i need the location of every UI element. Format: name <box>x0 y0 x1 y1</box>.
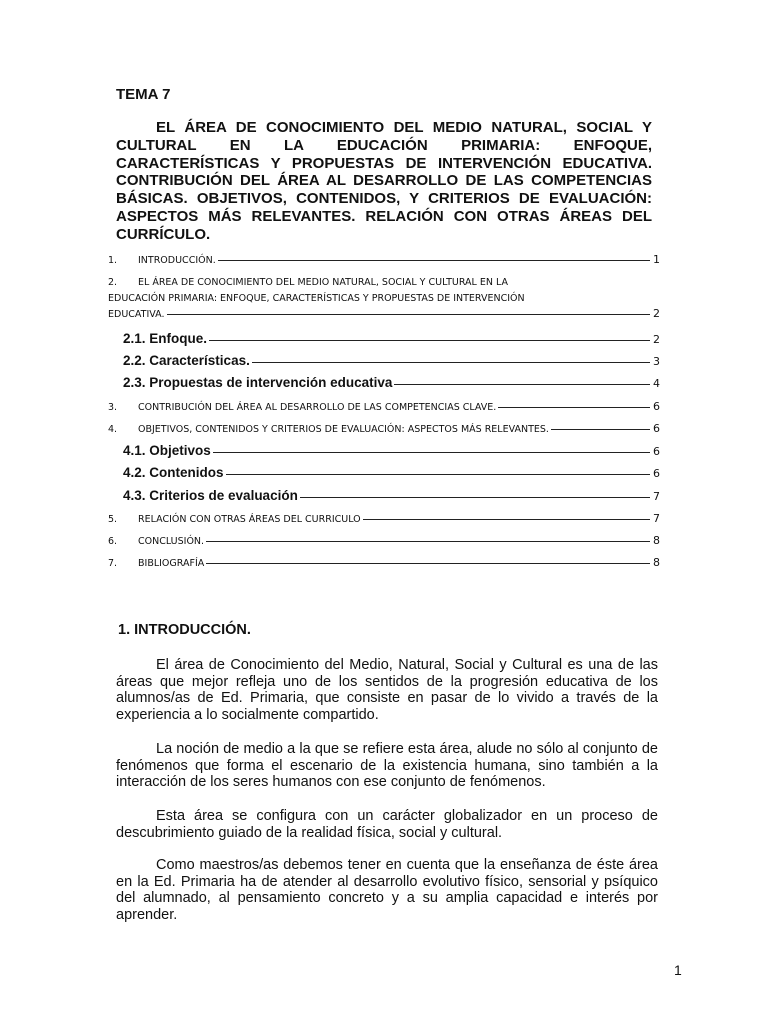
toc-entry-number: 4. <box>108 424 118 435</box>
toc-entry-1[interactable] <box>108 253 660 266</box>
toc-entry-title: INTRODUCCIÓN. <box>138 255 216 266</box>
toc-leader-line <box>394 384 650 385</box>
toc-entry-title: OBJETIVOS, CONTENIDOS Y CRITERIOS DE EVALUACIÓN: ASPECTOS MÁS RELEVANTES. <box>138 424 549 435</box>
page-number: 1 <box>674 962 682 978</box>
toc-entry-title: CONTRIBUCIÓN DEL ÁREA AL DESARROLLO DE LAS COMPETENCIAS CLAVE. <box>138 402 497 413</box>
toc-entry-page: 2 <box>653 333 660 346</box>
toc-entry-number: 3. <box>108 402 118 413</box>
toc-entry-title: BIBLIOGRAFÍA <box>138 558 205 569</box>
toc-leader-line <box>213 452 650 453</box>
paragraph-2: La noción de medio a la que se refiere esta área, alude no sólo al conjunto de fenómenos que forma el escenario de la existencia humana, sino también a la interacción de los seres humanos con ese conjunto de fenómenos. <box>116 741 658 790</box>
toc-entry-title-line-3: EDUCATIVA. <box>108 309 165 320</box>
toc-leader-line <box>300 497 650 498</box>
toc-leader-line <box>167 314 650 315</box>
toc-leader-line <box>363 519 650 520</box>
toc-entry-2-1[interactable] <box>123 331 660 346</box>
toc-entry-number: 2. <box>108 277 118 288</box>
toc-entry-page: 6 <box>653 467 660 480</box>
document-label: TEMA 7 <box>116 86 171 103</box>
toc-entry-title: 2.3. Propuestas de intervención educativa <box>123 375 393 390</box>
toc-entry-2-2[interactable] <box>123 353 660 368</box>
toc-entry-title-line-1: EL ÁREA DE CONOCIMIENTO DEL MEDIO NATURAL, SOCIAL Y CULTURAL EN LA <box>138 277 508 288</box>
toc-entry-title: 4.3. Criterios de evaluación <box>123 488 298 503</box>
toc-entry-title: 4.2. Contenidos <box>123 465 224 480</box>
toc-entry-page: 7 <box>653 490 660 503</box>
toc-leader-line <box>551 429 650 430</box>
toc-entry-6[interactable] <box>108 534 660 547</box>
toc-entry-page: 7 <box>653 512 660 525</box>
toc-leader-line <box>206 541 650 542</box>
toc-entry-4[interactable] <box>108 422 660 435</box>
paragraph-1: El área de Conocimiento del Medio, Natural, Social y Cultural es una de las áreas que mejor refleja uno de los sentidos de la progresión educativa de los alumnos/as de Ed. Primaria, que consiste en pasar de lo vivido a través de la experiencia a lo socialmente compartido. <box>116 657 658 723</box>
toc-leader-line <box>498 407 650 408</box>
toc-entry-title: 4.1. Objetivos <box>123 443 211 458</box>
toc-entry-5[interactable] <box>108 512 660 525</box>
toc-leader-line <box>206 563 650 564</box>
toc-entry-title-line-2: EDUCACIÓN PRIMARIA: ENFOQUE, CARACTERÍSTICAS Y PROPUESTAS DE INTERVENCIÓN <box>108 292 525 304</box>
document-heading: EL ÁREA DE CONOCIMIENTO DEL MEDIO NATURAL, SOCIAL Y CULTURAL EN LA EDUCACIÓN PRIMARIA: ENFOQUE, CARACTERÍSTICAS Y PROPUESTAS DE INTERVENCIÓN EDUCATIVA. CONTRIBUCIÓN DEL ÁREA AL DESARROLLO DE LAS COMPETENCIAS BÁSICAS. OBJETIVOS, CONTENIDOS, Y CRITERIOS DE EVALUACIÓN: ASPECTOS MÁS RELEVANTES. RELACIÓN CON OTRAS ÁREAS DEL CURRÍCULO. <box>116 119 652 243</box>
toc-entry-4-3[interactable] <box>123 488 660 503</box>
toc-leader-line <box>209 340 650 341</box>
toc-leader-line <box>218 260 650 261</box>
toc-entry-4-1[interactable] <box>123 443 660 458</box>
toc-entry-number: 6. <box>108 536 118 547</box>
toc-entry-title: CONCLUSIÓN. <box>138 536 205 547</box>
toc-entry-number: 1. <box>108 255 118 266</box>
toc-entry-page: 6 <box>653 400 660 413</box>
toc-entry-title: RELACIÓN CON OTRAS ÁREAS DEL CURRICULO <box>138 514 361 525</box>
toc-leader-line <box>252 362 650 363</box>
paragraph-3: Esta área se configura con un carácter globalizador en un proceso de descubrimiento guiado de la realidad física, social y cultural. <box>116 808 658 841</box>
toc-entry-page: 2 <box>653 307 660 320</box>
toc-entry-page: 8 <box>653 556 660 569</box>
toc-entry-page: 6 <box>653 422 660 435</box>
toc-entry-number: 5. <box>108 514 118 525</box>
toc-entry-title: 2.1. Enfoque. <box>123 331 208 346</box>
toc-entry-page: 8 <box>653 534 660 547</box>
toc-entry-7[interactable] <box>108 556 660 569</box>
toc-leader-line <box>226 474 650 475</box>
toc-entry-title: 2.2. Características. <box>123 353 250 368</box>
toc-entry-page: 3 <box>653 355 660 368</box>
toc-entry-page: 1 <box>653 253 660 266</box>
toc-entry-page: 4 <box>653 377 660 390</box>
section-title: 1. INTRODUCCIÓN. <box>118 622 251 638</box>
toc-entry-page: 6 <box>653 445 660 458</box>
toc-entry-2[interactable] <box>108 275 660 323</box>
toc-entry-2-3[interactable] <box>123 375 660 390</box>
toc-entry-number: 7. <box>108 558 118 569</box>
toc-entry-3[interactable] <box>108 400 660 413</box>
toc-entry-4-2[interactable] <box>123 465 660 480</box>
paragraph-4: Como maestros/as debemos tener en cuenta que la enseñanza de éste área en la Ed. Primaria ha de atender al desarrollo evolutivo físico, sensorial y psíquico del alumnado, al pensamiento concreto y a su amplia capacidad e interés por aprender. <box>116 857 658 923</box>
